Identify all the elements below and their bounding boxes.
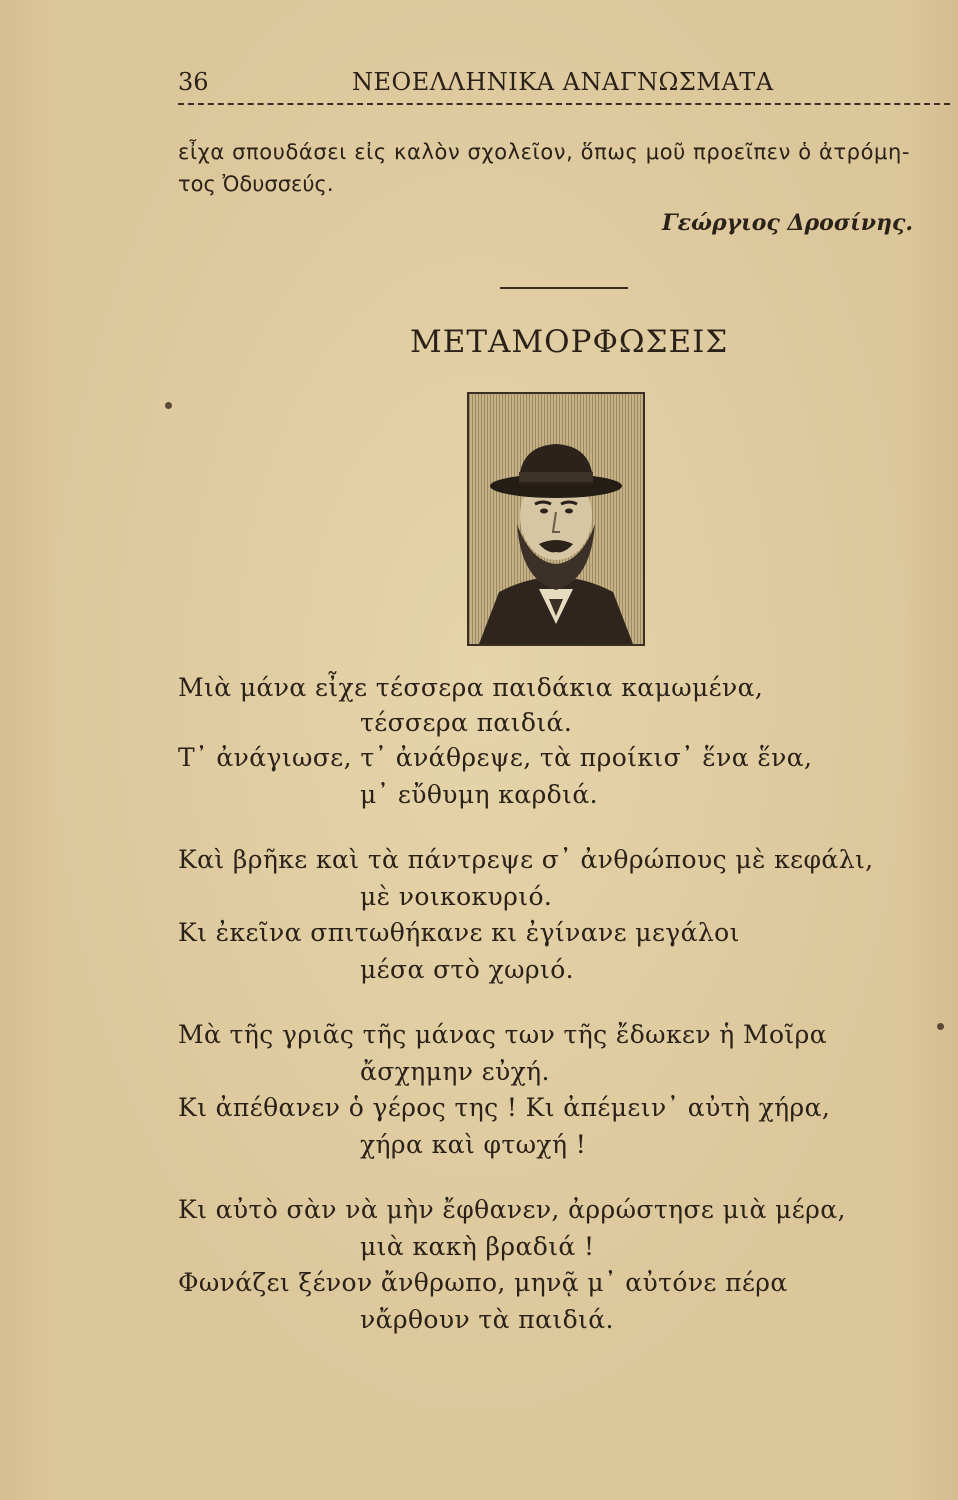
poem-title: ΜΕΤΑΜΟΡΦΩΣΕΙΣ [410, 324, 729, 360]
paper-spot [165, 402, 172, 409]
verse-line-indented: τέσσερα παιδιά. [360, 708, 573, 737]
prose-line-2: τος Ὀδυσσεύς. [178, 172, 334, 196]
paper-spot [937, 1023, 944, 1030]
verse-line-indented: νἄρθουν τὰ παιδιά. [360, 1305, 614, 1334]
verse-line: Κι αὐτὸ σὰν νὰ μὴν ἔφθανεν, ἀρρώστησε μιὰ μέρα, [178, 1195, 846, 1224]
author-signature: Γεώργιος Δροσίνης. [662, 210, 914, 236]
verse-line-indented: μιὰ κακὴ βραδιά ! [360, 1232, 595, 1261]
verse-line-indented: μὲ νοικοκυριό. [360, 882, 553, 911]
portrait-engraving [469, 394, 643, 644]
verse-line: Καὶ βρῆκε καὶ τὰ πάντρεψε σ᾿ ἀνθρώπους μὲ κεφάλι, [178, 845, 874, 874]
page-number: 36 [178, 68, 209, 96]
verse-line-indented: μέσα στὸ χωριό. [360, 955, 575, 984]
verse-line-indented: μ᾿ εὔθυμη καρδιά. [360, 780, 598, 809]
verse-line-indented: χήρα καὶ φτωχή ! [360, 1130, 587, 1159]
verse-line: Μιὰ μάνα εἶχε τέσσερα παιδάκια καμωμένα, [178, 673, 764, 702]
verse-line: Φωνάζει ξένον ἄνθρωπο, μηνᾷ μ᾿ αὐτόνε πέρα [178, 1268, 788, 1297]
prose-line-1: εἶχα σπουδάσει εἰς καλὸν σχολεῖον, ὅπως μοῦ προεῖπεν ὁ ἀτρόμη- [178, 140, 911, 164]
verse-line: Τ᾿ ἀνάγιωσε, τ᾿ ἀνάθρεψε, τὰ προίκισ᾿ ἕνα ἕνα, [178, 743, 813, 772]
verse-line-indented: ἄσχημην εὐχή. [360, 1057, 550, 1086]
author-portrait [467, 392, 645, 646]
section-separator [500, 287, 628, 289]
header-rule [178, 103, 950, 105]
verse-line: Κι ἐκεῖνα σπιτωθήκανε κι ἐγίνανε μεγάλοι [178, 918, 740, 947]
verse-line: Μὰ τῆς γριᾶς τῆς μάνας των τῆς ἔδωκεν ἡ Μοῖρα [178, 1020, 828, 1049]
running-title: ΝΕΟΕΛΛΗΝΙΚΑ ΑΝΑΓΝΩΣΜΑΤΑ [352, 68, 774, 96]
verse-line: Κι ἀπέθανεν ὁ γέρος της ! Κι ἀπέμειν᾿ αὐτὴ χήρα, [178, 1093, 831, 1122]
